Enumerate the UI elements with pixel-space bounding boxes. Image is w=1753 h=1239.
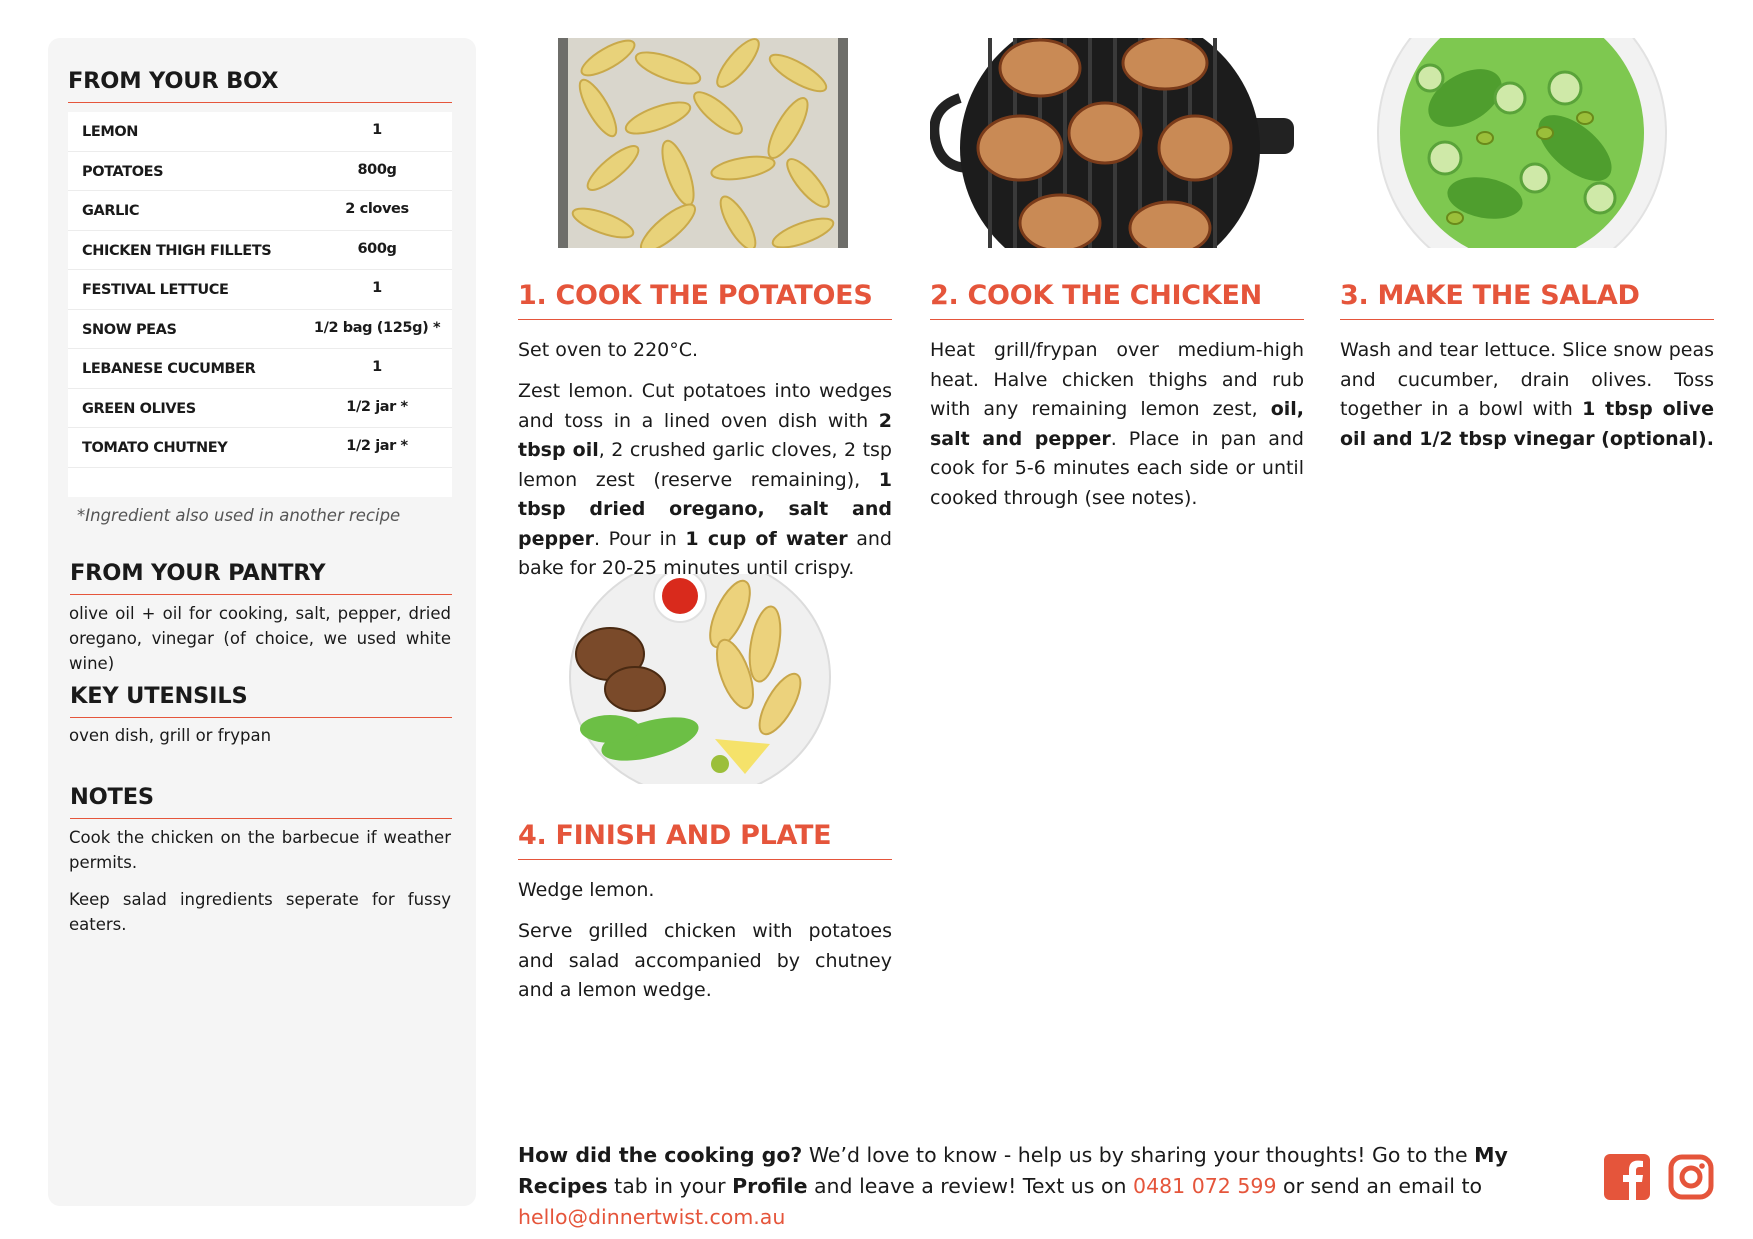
feedback-footer: How did the cooking go? We’d love to know - help us by sharing your thoughts! Go to the My Recipes tab in your Profile and leave a review! Text us on 0481 072 599 or send an email to hello@dinnertwist.com.au — [518, 1143, 1508, 1229]
ingredient-name: CHICKEN THIGH FILLETS — [82, 242, 272, 259]
ingredient-name: LEMON — [82, 124, 139, 140]
salad-photo — [1335, 38, 1709, 248]
step-4-heading: 4. FINISH AND PLATE — [518, 820, 892, 860]
ingredient-name: GREEN OLIVES — [82, 400, 196, 417]
ingredient-name: LEBANESE CUCUMBER — [82, 361, 256, 377]
ingredient-qty: 1/2 jar * — [346, 438, 408, 454]
utensils-heading: KEY UTENSILS — [70, 683, 452, 718]
step-2-heading: 2. COOK THE CHICKEN — [930, 280, 1304, 320]
ingredient-row — [68, 191, 452, 231]
ingredient-qty: 600g — [357, 240, 397, 257]
step-1-text-1: Set oven to 220°C. — [518, 339, 699, 361]
notes-heading: NOTES — [70, 784, 452, 819]
ingredient-name: POTATOES — [82, 163, 164, 180]
phone-link[interactable]: 0481 072 599 — [1133, 1174, 1277, 1198]
pantry-heading: FROM YOUR PANTRY — [70, 560, 452, 595]
ingredient-qty: 1 — [372, 280, 382, 296]
step-4-text-2: Serve grilled chicken with potatoes and salad accompanied by chutney and a lemon wedge. — [518, 920, 892, 1001]
from-your-box-heading: FROM YOUR BOX — [68, 68, 452, 103]
ingredient-row — [68, 231, 452, 271]
note-item: Cook the chicken on the barbecue if weather permits. — [69, 828, 451, 872]
ingredient-qty: 1/2 jar * — [346, 398, 408, 415]
step-2-text: Heat grill/frypan over medium-high heat. Halve chicken thighs and rub with any remaining lemon zest, oil, salt and pepper. Place in pan and cook for 5-6 minutes each side or until cooked through (see notes). — [930, 339, 1304, 509]
ingredient-qty: 800g — [357, 161, 397, 178]
utensils-text: oven dish, grill or frypan — [69, 726, 272, 745]
ingredient-qty: 1 — [372, 359, 382, 375]
plate-photo — [540, 574, 870, 784]
ingredient-row — [68, 349, 452, 389]
potatoes-photo — [518, 38, 892, 248]
ingredient-qty: 1/2 bag (125g) * — [313, 319, 441, 336]
note-item: Keep salad ingredients seperate for fussy eaters. — [69, 890, 451, 934]
ingredient-qty: 2 cloves — [345, 201, 409, 217]
ingredient-note: *Ingredient also used in another recipe — [77, 506, 401, 525]
sidebar — [48, 38, 476, 1206]
ingredients-table — [68, 112, 452, 497]
chicken-photo — [930, 38, 1294, 248]
ingredient-name: TOMATO CHUTNEY — [82, 440, 228, 456]
ingredient-name: SNOW PEAS — [82, 321, 177, 338]
pantry-text: olive oil + oil for cooking, salt, pepper, dried oregano, vinegar (of choice, we used white wine) — [69, 604, 451, 673]
facebook-icon[interactable] — [1604, 1154, 1650, 1204]
ingredient-name: GARLIC — [82, 203, 140, 219]
email-link[interactable]: hello@dinnertwist.com.au — [518, 1205, 786, 1229]
step-1-text-2: Zest lemon. Cut potatoes into wedges and toss in a lined oven dish with 2 tbsp oil, 2 crushed garlic cloves, 2 tsp lemon zest (reserve remaining), 1 tbsp dried oregano, salt and pepper. Pour in 1 cup of water and bake for 20-25 minutes until crispy. — [518, 380, 892, 579]
ingredient-row — [68, 152, 452, 192]
ingredient-qty: 1 — [372, 122, 382, 138]
ingredient-row — [68, 310, 452, 350]
step-1-heading: 1. COOK THE POTATOES — [518, 280, 892, 320]
ingredient-row — [68, 112, 452, 152]
step-4-text-1: Wedge lemon. — [518, 879, 655, 901]
ingredient-row — [68, 270, 452, 310]
ingredient-name: FESTIVAL LETTUCE — [82, 282, 229, 298]
step-3-heading: 3. MAKE THE SALAD — [1340, 280, 1714, 320]
ingredient-row — [68, 428, 452, 468]
instagram-icon[interactable] — [1668, 1154, 1714, 1204]
ingredient-row — [68, 389, 452, 429]
step-3-text: Wash and tear lettuce. Slice snow peas and cucumber, drain olives. Toss together in a bowl with 1 tbsp olive oil and 1/2 tbsp vinegar (optional). — [1340, 339, 1714, 450]
